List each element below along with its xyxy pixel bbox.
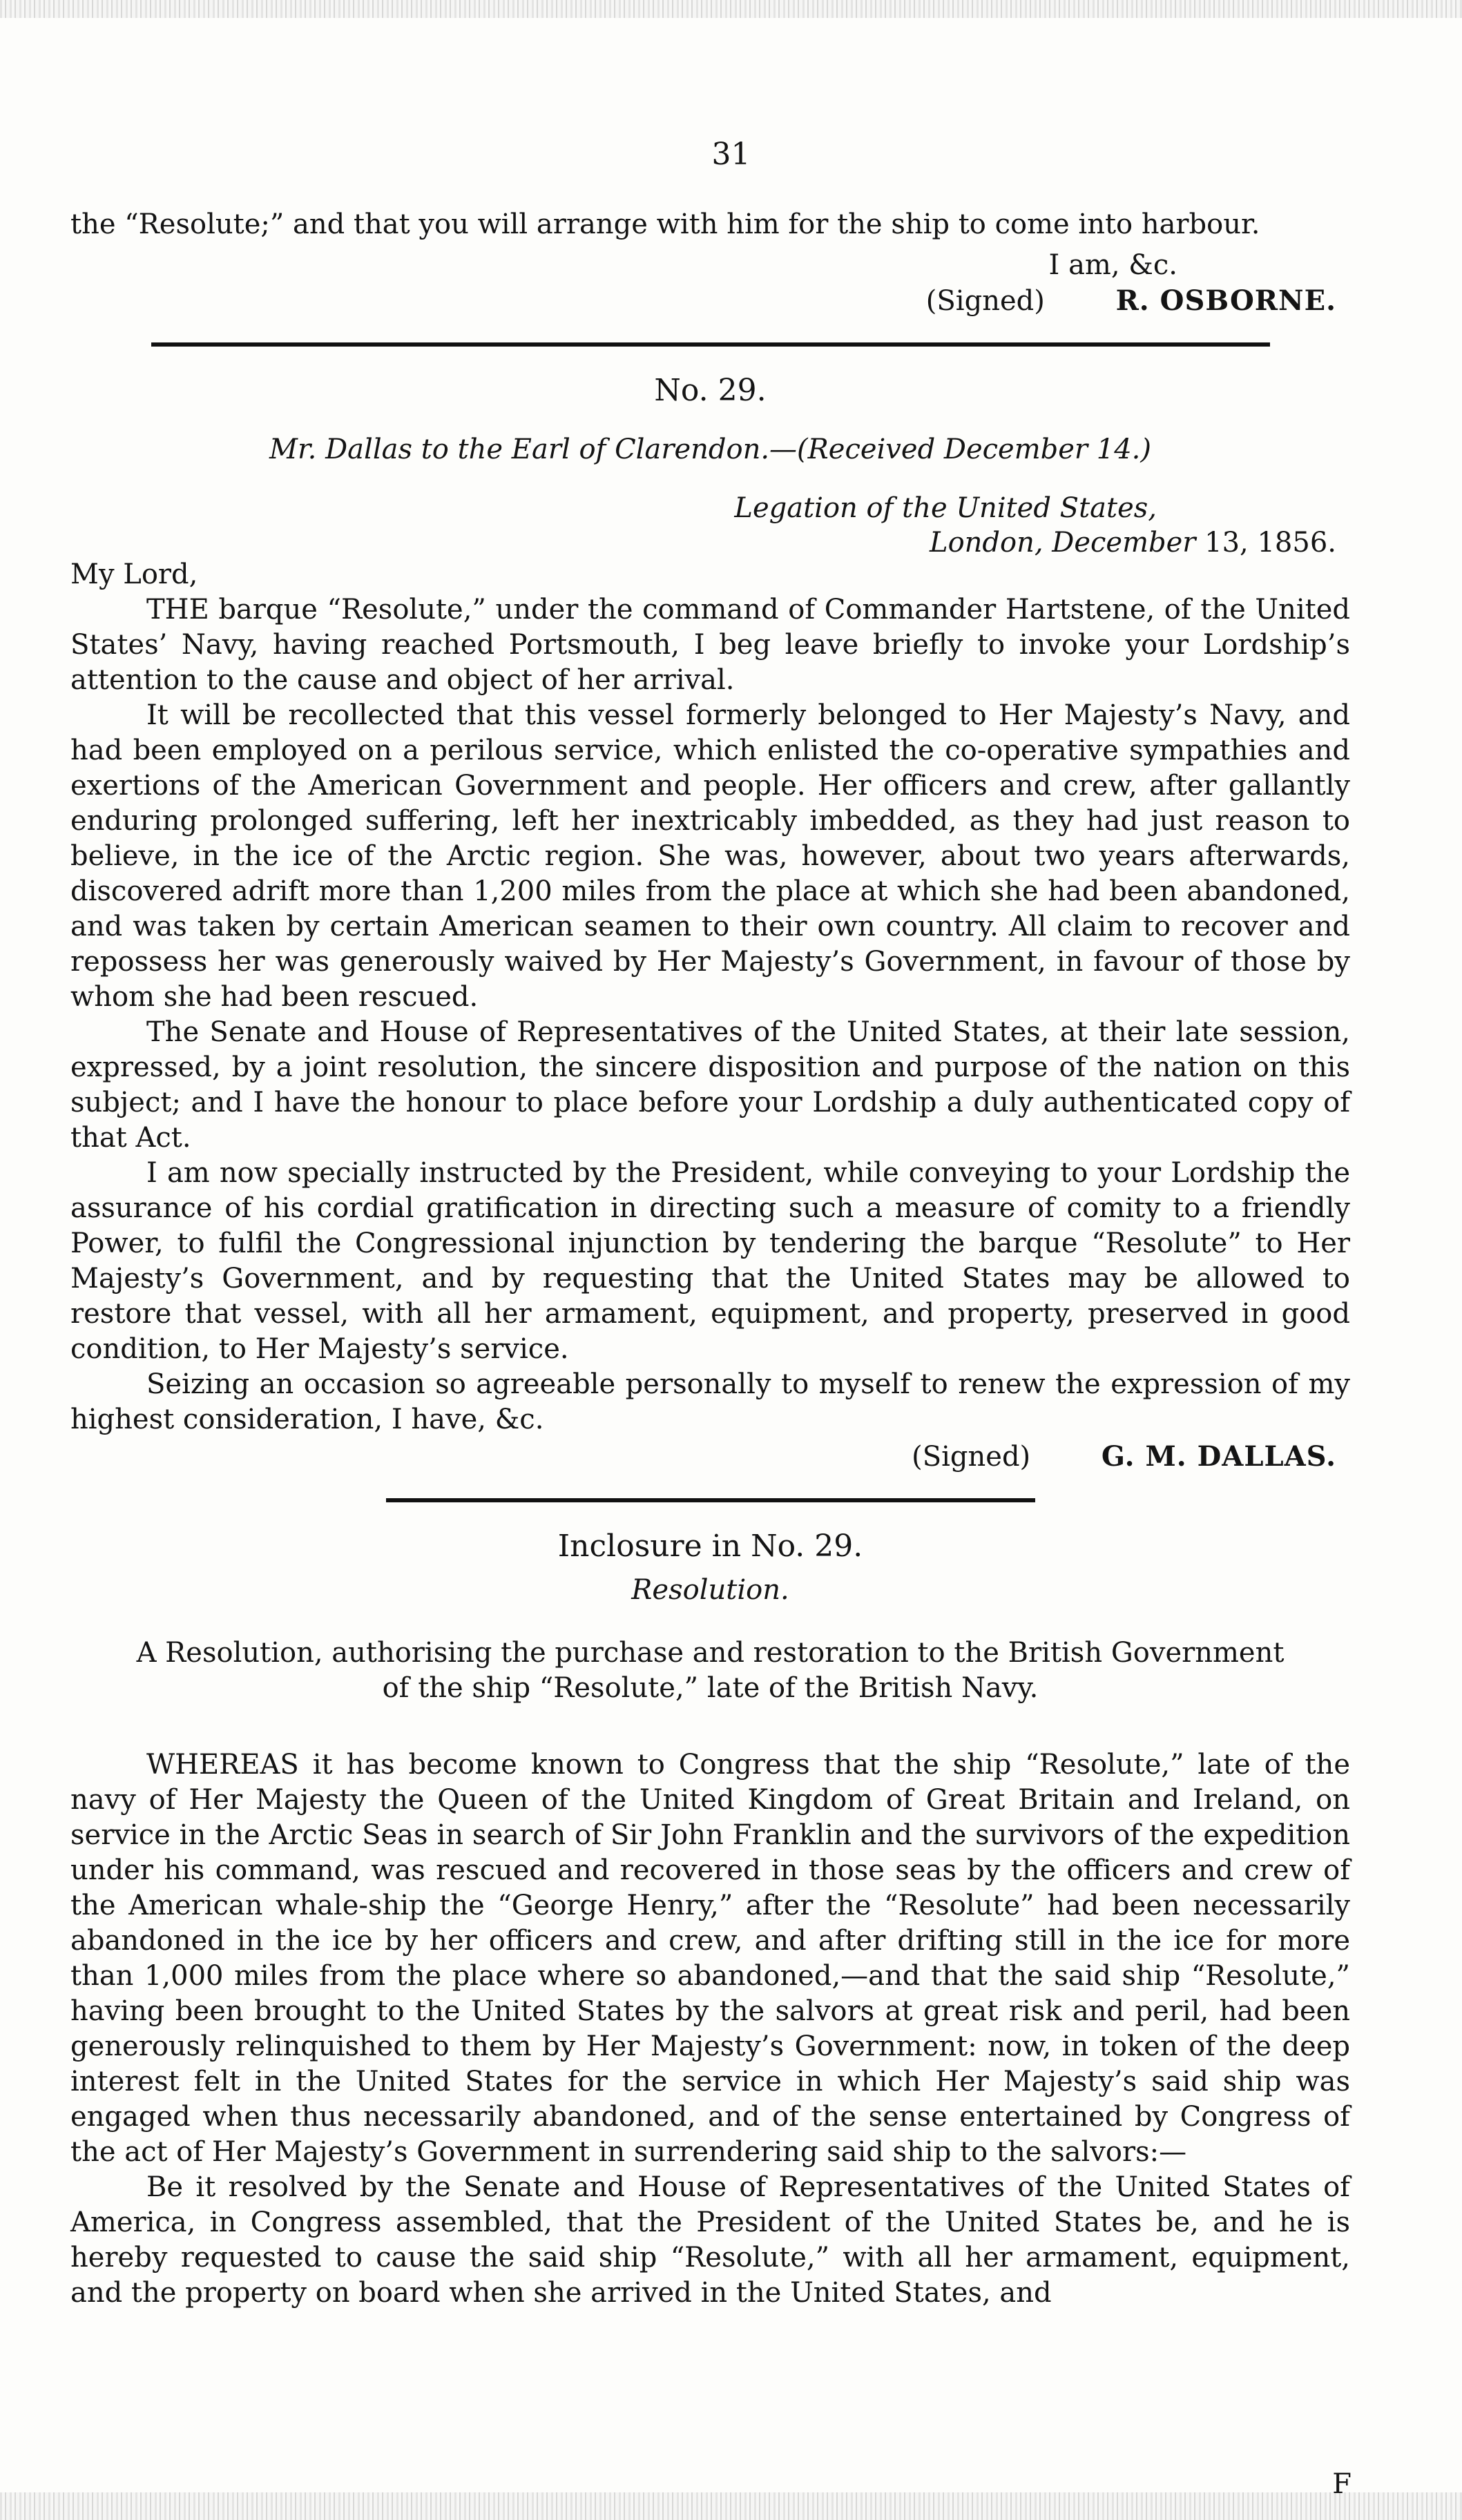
address-line-2-date: 13, 1856.: [1204, 527, 1336, 559]
scan-edge-top: [0, 0, 1462, 18]
continuation-closing: I am, &c.: [1048, 249, 1177, 281]
letter-signature: [70, 1439, 1350, 1475]
letter-paragraph: I am now specially instructed by the President, while conveying to your Lordship the assurance of his cordial gratification in directing such a measure of comity to a friendly Power, to fulfil the Congressional injunction by tendering the barque “Resolute” to Her Majesty’s Government, and by requesting that the United States may be allowed to restore that vessel, with all her armament, equipment, and property, preserved in good condition, to Her Majesty’s service.: [70, 1157, 1350, 1365]
continuation-signature: [70, 248, 1350, 319]
section-divider: [386, 1498, 1035, 1502]
resolution-paragraph: Be it resolved by the Senate and House of Representatives of the United States of America, in Congress assembled, that the President of the United States be, and he is hereby requested to cause the said ship “Resolute,” with all her armament, equipment, and the property on board when she arrived in the United States, and: [70, 2171, 1350, 2309]
letter-paragraph: THE barque “Resolute,” under the command of Commander Hartstene, of the United States’ Navy, having reached Portsmouth, I beg leave briefly to invoke your Lordship’s attention to the cause and object of her arrival.: [70, 594, 1350, 696]
inclosure-title: Inclosure in No. 29.: [557, 1529, 863, 1564]
letter-address: [70, 491, 1350, 560]
scan-edge-bottom: [0, 2492, 1462, 2520]
signed-label: (Signed): [912, 1441, 1031, 1473]
letter-paragraph: The Senate and House of Representatives of the United States, at their late session, expressed, by a joint resolution, the sincere disposition and purpose of the nation on this subject; and I have the honour to place before your Lordship a duly authenticated copy of that Act.: [70, 1016, 1350, 1154]
letter-number: No. 29.: [654, 373, 767, 408]
resolution-intro: [70, 1636, 1350, 1706]
inclosure-subtitle: Resolution.: [631, 1574, 789, 1606]
signatory-name: R. OSBORNE.: [1115, 284, 1336, 317]
resolution-paragraph: WHEREAS it has become known to Congress that the ship “Resolute,” late of the navy of Her Majesty the Queen of the United Kingdom of Great Britain and Ireland, on service in the Arctic Seas in search of Sir John Franklin and the survivors of the expedition under his command, was rescued and recovered in those seas by the officers and crew of the American whale-ship the “George Henry,” after the “Resolute” had been necessarily abandoned in the ice by her officers and crew, and after drifting still in the ice for more than 1,000 miles from the place where so abandoned,—and that the said ship “Resolute,” having been brought to the United States by the salvors at great risk and peril, had been generously relinquished to them by Her Majesty’s Government: now, in token of the deep interest felt in the United States for the service in which Her Majesty’s said ship was engaged when thus necessarily abandoned, and of the sense entertained by Congress of the act of Her Majesty’s Government in surrendering said ship to the salvors:—: [70, 1749, 1350, 2168]
address-line-1: Legation of the United States,: [734, 492, 1157, 524]
letter-paragraph: It will be recollected that this vessel formerly belonged to Her Majesty’s Navy, and had been employed on a perilous service, which enlisted the co-operative sympathies and exertions of the American Government and people. Her officers and crew, after gallantly enduring prolonged suffering, left her inextricably imbedded, as they had just reason to believe, in the ice of the Arctic region. She was, however, about two years afterwards, discovered adrift more than 1,200 miles from the place at which she had been abandoned, and was taken by certain American seamen to their own country. All claim to recover and repossess her was generously waived by Her Majesty’s Government, in favour of those by whom she had been rescued.: [70, 699, 1350, 1013]
resolution-intro-line-2: of the ship “Resolute,” late of the British Navy.: [382, 1672, 1039, 1704]
letter-header-received: (Received December 14.): [797, 434, 1151, 465]
letter-header-names: Mr. Dallas to the Earl of Clarendon.—: [269, 434, 798, 465]
signatory-name: G. M. DALLAS.: [1101, 1440, 1336, 1473]
continuation-text: the “Resolute;” and that you will arrange with him for the ship to come into harbour.: [70, 209, 1260, 240]
document-page: [70, 207, 1350, 2311]
signed-label: (Signed): [925, 285, 1045, 317]
letter-paragraph: Seizing an occasion so agreeable personally to myself to renew the expression of my highest consideration, I have, &c.: [70, 1368, 1350, 1435]
signature-mark: F: [1332, 2468, 1352, 2500]
resolution-intro-line-1: A Resolution, authorising the purchase and restoration to the British Government: [136, 1637, 1285, 1669]
salutation: My Lord,: [70, 559, 198, 590]
address-line-2-place: London, December: [930, 527, 1196, 559]
letter-header: [70, 432, 1350, 467]
page-number: 31: [711, 137, 751, 172]
section-divider: [151, 342, 1270, 347]
